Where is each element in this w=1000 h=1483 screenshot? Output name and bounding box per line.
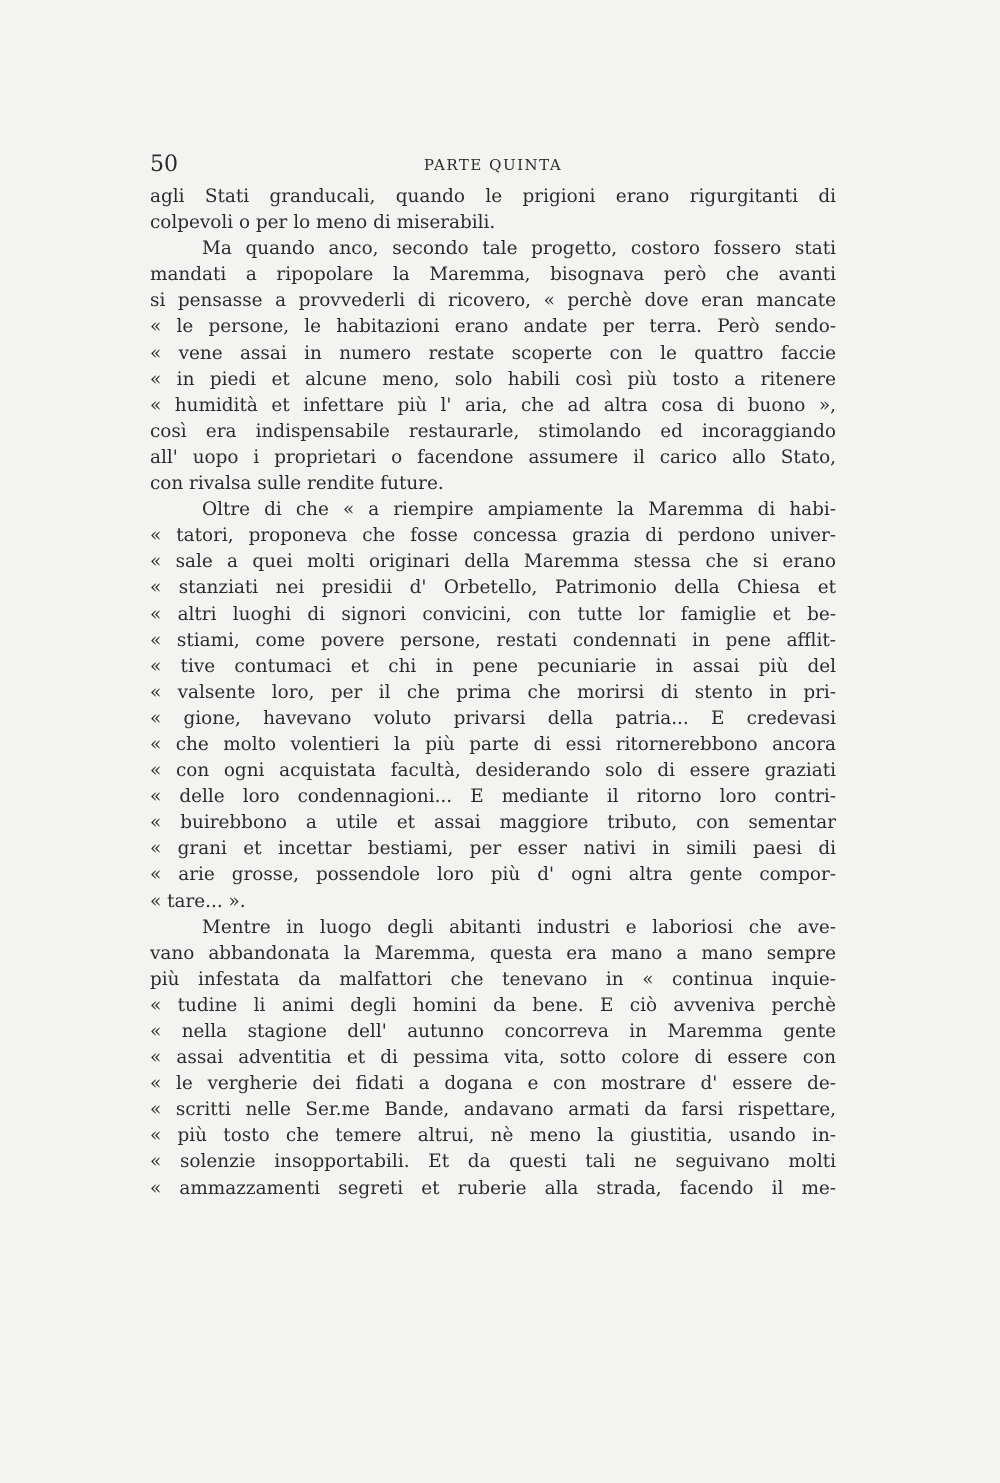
text-line: con rivalsa sulle rendite future. xyxy=(150,473,444,495)
text-line: « stanziati nei presidii d' Orbetello, Patrimonio della Chiesa et xyxy=(150,577,836,599)
text-line: « tare... ». xyxy=(150,890,246,912)
text-line: « solenzie insopportabili. Et da questi tali ne seguivano molti xyxy=(150,1151,836,1173)
text-line: « più tosto che temere altrui, nè meno la giustitia, usando in- xyxy=(150,1125,836,1147)
text-line: agli Stati granducali, quando le prigioni erano rigurgitanti di xyxy=(150,186,836,207)
text-line: « sale a quei molti originari della Maremma stessa che si erano xyxy=(150,551,836,573)
text-line: colpevoli o per lo meno di miserabili. xyxy=(150,212,496,234)
text-line: più infestata da malfattori che tenevano in « continua inquie- xyxy=(150,968,836,990)
text-line: Mentre in luogo degli abitanti industri e laboriosi che ave- xyxy=(202,916,836,938)
text-line: « ammazzamenti segreti et ruberie alla strada, facendo il me- xyxy=(150,1177,836,1199)
text-line: « humidità et infettare più l' aria, che ad altra cosa di buono », xyxy=(150,394,836,416)
text-line: « con ogni acquistata facultà, desiderando solo di essere graziati xyxy=(150,760,836,782)
text-line: « che molto volentieri la più parte di essi ritornerebbono ancora xyxy=(150,733,836,755)
page-header xyxy=(150,152,836,178)
body-text xyxy=(150,184,836,1202)
text-line: « delle loro condennagioni... E mediante il ritorno loro contri- xyxy=(150,786,836,808)
text-line: « in piedi et alcune meno, solo habili così più tosto a ritenere xyxy=(150,368,836,390)
text-line: « tive contumaci et chi in pene pecuniarie in assai più del xyxy=(150,655,836,677)
text-line: « stiami, come povere persone, restati condennati in pene afflit- xyxy=(150,629,836,651)
text-line: vano abbandonata la Maremma, questa era mano a mano sempre xyxy=(150,942,836,964)
text-line: mandati a ripopolare la Maremma, bisognava però che avanti xyxy=(150,264,836,286)
text-line: così era indispensabile restaurarle, stimolando ed incoraggiando xyxy=(150,420,836,442)
text-line: « le persone, le habitazioni erano andate per terra. Però sendo- xyxy=(150,316,836,338)
text-line: « nella stagione dell' autunno concorreva in Maremma gente xyxy=(150,1021,836,1042)
page-number: 50 xyxy=(150,152,178,177)
text-line: « buirebbono a utile et assai maggiore tributo, con sementar xyxy=(150,812,836,834)
text-line: « tatori, proponeva che fosse concessa grazia di perdono univer- xyxy=(150,525,836,547)
text-line: si pensasse a provvederli di ricovero, « perchè dove eran mancate xyxy=(150,290,836,312)
text-line: « vene assai in numero restate scoperte con le quattro faccie xyxy=(150,342,836,364)
text-line: « valsente loro, per il che prima che morirsi di stento in pri- xyxy=(150,681,836,703)
text-line: « scritti nelle Ser.me Bande, andavano armati da farsi rispettare, xyxy=(150,1099,836,1121)
text-line: Oltre di che « a riempire ampiamente la Maremma di habi- xyxy=(202,499,836,521)
text-line: « tudine li animi degli homini da bene. E ciò avveniva perchè xyxy=(150,994,836,1016)
text-line: « assai adventitia et di pessima vita, sotto colore di essere con xyxy=(150,1047,836,1069)
text-line: « gione, havevano voluto privarsi della patria... E credevasi xyxy=(150,707,836,729)
text-line: all' uopo i proprietari o facendone assumere il carico allo Stato, xyxy=(150,446,836,468)
text-line: « grani et incettar bestiami, per esser nativi in simili paesi di xyxy=(150,838,836,860)
text-line: « arie grosse, possendole loro più d' ogni altra gente compor- xyxy=(150,864,836,886)
text-line: Ma quando anco, secondo tale progetto, costoro fossero stati xyxy=(202,238,836,260)
text-line: « altri luoghi di signori convicini, con tutte lor famiglie et be- xyxy=(150,603,836,625)
running-head: PARTE QUINTA xyxy=(423,156,563,174)
text-line: « le vergherie dei fidati a dogana e con mostrare d' essere de- xyxy=(150,1073,836,1095)
